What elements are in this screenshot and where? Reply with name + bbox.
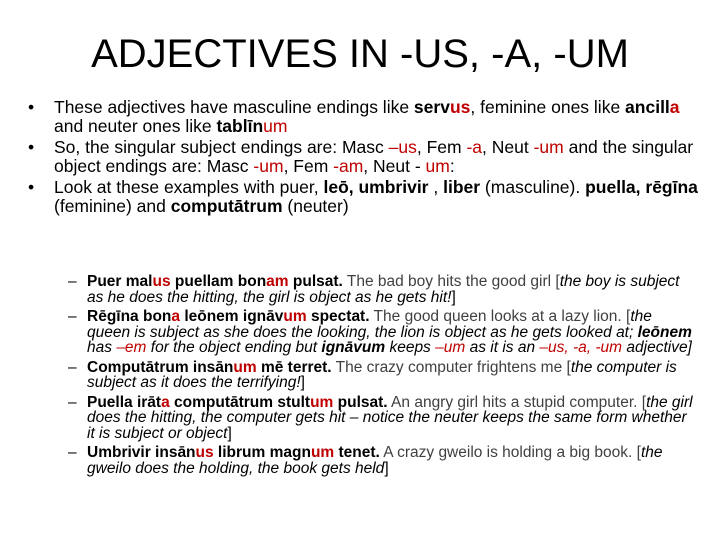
text-run: tablīn <box>216 116 264 136</box>
text-run: a <box>161 393 170 411</box>
text-run: -um <box>253 156 284 176</box>
text-run: leōnem <box>637 323 692 341</box>
text-run: ancill <box>625 97 670 117</box>
text-run: ] <box>451 288 456 306</box>
text-run: pulsat. <box>333 393 388 411</box>
text-run: um <box>263 116 288 136</box>
example-text <box>87 359 677 392</box>
example-text <box>87 394 693 442</box>
text-run: serv <box>413 97 450 117</box>
text-run: the gweilo does the holding, the book gets held <box>87 444 663 477</box>
text-run: –um <box>435 339 466 356</box>
text-run: (feminine) and <box>54 196 171 216</box>
text-run: -a <box>466 137 483 157</box>
example-item <box>68 360 698 391</box>
text-run: : <box>449 156 455 176</box>
text-run: (masculine). <box>480 177 586 197</box>
dash-icon: – <box>68 358 77 376</box>
text-run: The bad boy hits the good girl [ <box>342 273 560 290</box>
text-run: , Fem <box>283 156 334 176</box>
text-run: the girl does the hitting, the computer gets hit – notice the neuter keeps the same form whether it is subject or object <box>87 393 693 442</box>
text-run: Rēgīna bon <box>87 308 172 325</box>
text-run: , <box>428 177 444 197</box>
text-run: um <box>310 444 335 461</box>
bullet-icon: • <box>28 177 35 197</box>
text-run: am <box>266 273 289 290</box>
bullet-icon: • <box>28 97 35 117</box>
example-text <box>87 308 692 356</box>
text-run: um <box>310 393 334 411</box>
text-run: as it is an <box>465 339 540 356</box>
text-run: the computer is subject as it does the terrifying! <box>87 358 677 391</box>
text-run: liber <box>443 177 481 197</box>
text-run: Puer mal <box>87 273 153 290</box>
text-run: A crazy gweilo is holding a big book. [ <box>379 444 641 461</box>
text-run: , Neut - <box>363 156 426 176</box>
text-run: um <box>283 308 307 325</box>
text-run: puellam bon <box>170 273 267 290</box>
text-run: The good queen looks at a lazy lion. [ <box>369 308 631 325</box>
text-run: , Neut <box>482 137 534 157</box>
text-run: ] <box>227 424 232 442</box>
text-run: um <box>233 358 257 376</box>
text-run: An angry girl hits a stupid computer. [ <box>387 393 647 411</box>
text-run: These adjectives have masculine endings like <box>54 97 414 117</box>
bullet-list <box>28 98 698 218</box>
text-run: ] <box>300 374 305 391</box>
text-run: um <box>425 156 450 176</box>
text-run: , Fem <box>416 137 467 157</box>
dash-icon: – <box>68 308 77 325</box>
text-run: Look at these examples with puer, <box>54 177 324 197</box>
dash-icon: – <box>68 273 77 290</box>
text-run: -um <box>533 137 564 157</box>
text-run: Puella irāt <box>87 393 162 411</box>
text-run: puella, rēgīna <box>585 177 698 197</box>
dash-icon: – <box>68 393 77 411</box>
example-item <box>68 309 698 356</box>
text-run: Umbrivir insān <box>87 444 196 461</box>
text-run: computātrum <box>170 196 283 216</box>
slide-title: ADJECTIVES IN -US, -A, -UM <box>91 32 629 76</box>
example-list <box>68 274 698 480</box>
text-run: -am <box>333 156 364 176</box>
text-run: and neuter ones like <box>54 116 217 136</box>
text-run: pulsat. <box>288 273 343 290</box>
text-run: spectat. <box>306 308 370 325</box>
bullet-text <box>54 97 680 136</box>
text-run: mē terret. <box>256 358 332 376</box>
text-run: the queen is subject as she does the looking, the lion is object as he gets looked at; <box>87 308 652 341</box>
text-run: , feminine ones like <box>470 97 626 117</box>
bullet-item <box>28 178 698 216</box>
text-run: –us <box>388 137 417 157</box>
text-run: (neuter) <box>282 196 349 216</box>
text-run: us <box>152 273 171 290</box>
bullet-item <box>28 138 698 176</box>
text-run: ignāvum <box>321 339 386 356</box>
text-run: for the object ending but <box>146 339 322 356</box>
bullet-item <box>28 98 698 136</box>
bullet-text <box>54 137 693 176</box>
text-run: leō, umbrivir <box>323 177 429 197</box>
text-run: adjective] <box>622 339 692 356</box>
text-run: and the singular object endings are: Masc <box>54 137 694 176</box>
example-item <box>68 274 698 305</box>
text-run: keeps <box>385 339 436 356</box>
example-item <box>68 445 698 476</box>
text-run: The crazy computer frightens me [ <box>331 358 571 376</box>
text-run: So, the singular subject endings are: Masc <box>54 137 389 157</box>
bullet-icon: • <box>28 137 35 157</box>
dash-icon: – <box>68 444 77 461</box>
example-item <box>68 395 698 442</box>
text-run: –em <box>116 339 147 356</box>
text-run: tenet. <box>334 444 380 461</box>
example-text <box>87 273 679 306</box>
text-run: librum magn <box>213 444 311 461</box>
text-run: leōnem ignāv <box>180 308 284 325</box>
bullet-text <box>54 177 698 216</box>
text-run: a <box>669 97 680 117</box>
text-run: a <box>171 308 181 325</box>
example-text <box>87 444 663 477</box>
text-run: us <box>195 444 214 461</box>
text-run: ] <box>384 459 389 477</box>
text-run: the boy is subject as he does the hitting, the girl is object as he gets hit! <box>87 273 680 306</box>
text-run: –us, -a, -um <box>539 339 623 356</box>
text-run: Computātrum insān <box>87 358 234 376</box>
text-run: has <box>87 339 117 356</box>
text-run: us <box>449 97 471 117</box>
text-run: computātrum stult <box>169 393 311 411</box>
